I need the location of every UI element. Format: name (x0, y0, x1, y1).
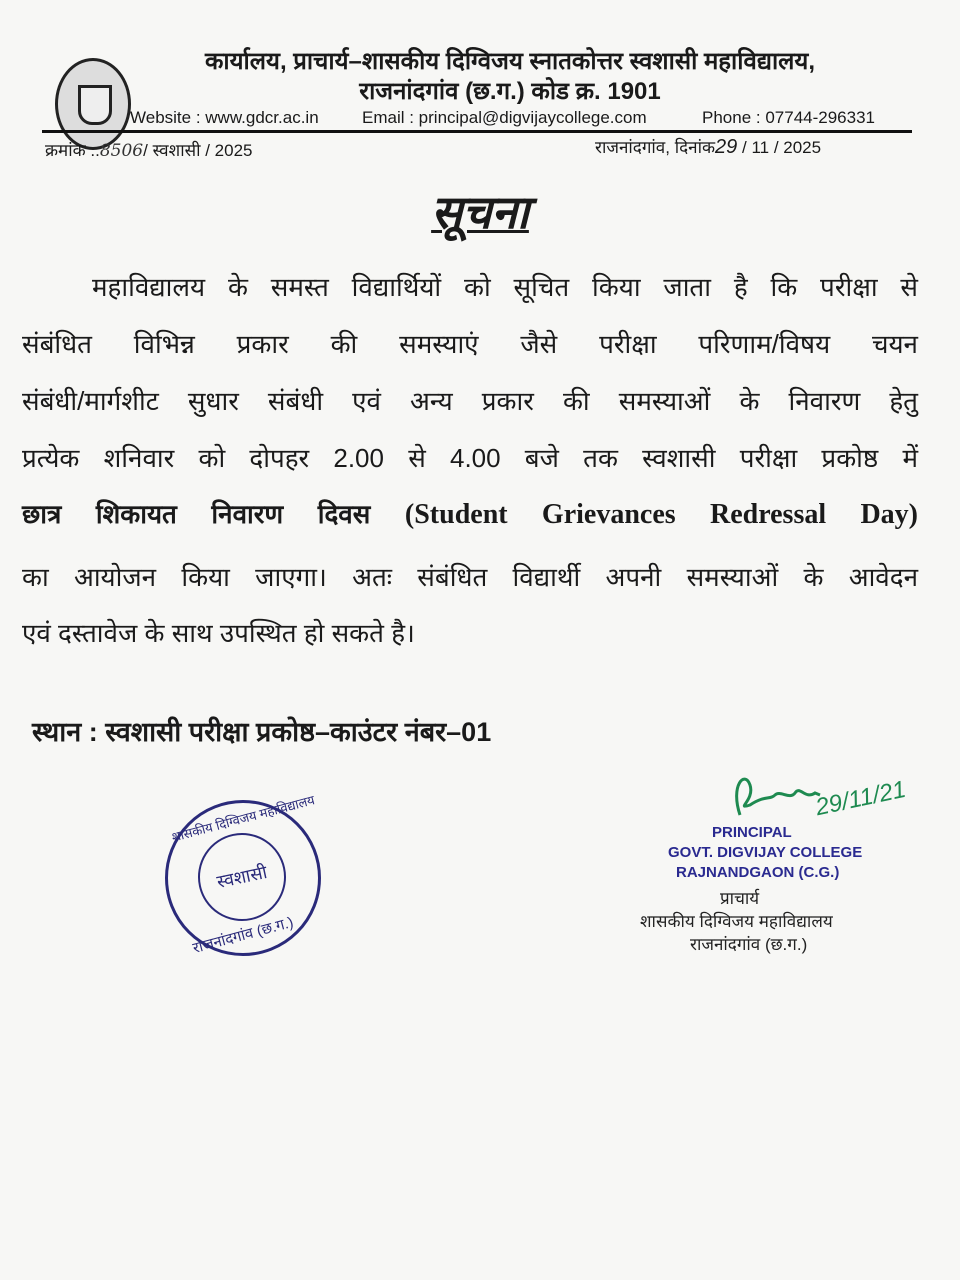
seal-bottom-text: राजनांदगांव (छ.ग.) (190, 913, 296, 958)
reference-number (45, 140, 252, 162)
notice-title (0, 180, 960, 242)
date-day: 29 (715, 136, 738, 158)
body-line: का आयोजन किया जाएगा। अतः संबंधित विद्यार्थी अपनी समस्याओं के आवेदन (22, 562, 918, 592)
event-name-english: (Student Grievances Redressal Day) (404, 499, 918, 530)
college-seal (165, 792, 321, 958)
body-line: महाविद्यालय के समस्त विद्यार्थियों को सूचित किया जाता है कि परीक्षा से (92, 272, 918, 302)
signature-date: 29/11/21 (813, 775, 909, 822)
body-line: एवं दस्तावेज के साथ उपस्थित हो सकते है। (22, 618, 415, 648)
body-line-bold (22, 497, 918, 532)
letterhead-line2: राजनांदगांव (छ.ग.) कोड क्र. 1901 (359, 78, 661, 105)
phone: Phone : 07744-296331 (702, 108, 875, 127)
notice-title-text: सूचना (431, 186, 529, 238)
seal-top-text: शासकीय दिग्विजय महाविद्यालय (170, 792, 317, 845)
email: Email : principal@digvijaycollege.com (362, 108, 647, 127)
header-divider (42, 130, 912, 133)
printed-designation: प्राचार्य (720, 889, 760, 908)
reference-handwritten-number: 8506 (99, 141, 144, 161)
body-line: प्रत्येक शनिवार को दोपहर 2.00 से 4.00 बजे तक स्वशासी परीक्षा प्रकोष्ठ में (22, 443, 918, 473)
date (595, 136, 821, 159)
venue: स्थान : स्वशासी परीक्षा प्रकोष्ठ–काउंटर नंबर–01 (32, 717, 492, 747)
stamp-city: RAJNANDGAON (C.G.) (676, 864, 840, 881)
reference-suffix: / स्वशासी / 2025 (143, 141, 253, 160)
stamp-college: GOVT. DIGVIJAY COLLEGE (668, 844, 863, 861)
body-line: संबंधी/मार्गशीट सुधार संबंधी एवं अन्य प्रकार की समस्याओं के निवारण हेतु (22, 386, 918, 416)
date-prefix: राजनांदगांव, दिनांक (595, 138, 716, 157)
college-logo (55, 58, 131, 150)
event-name-hindi: छात्र शिकायत निवारण दिवस (22, 499, 371, 529)
reference-label: क्रमांक .. (45, 141, 100, 160)
stamp-principal: PRINCIPAL (712, 824, 792, 841)
printed-college: शासकीय दिग्विजय महाविद्यालय (640, 912, 833, 931)
shield-emblem-icon (78, 85, 112, 125)
printed-city: राजनांदगांव (छ.ग.) (690, 935, 808, 954)
website: Website : www.gdcr.ac.in (130, 108, 319, 127)
seal-center-text: स्वशासी (190, 825, 294, 929)
body-line: संबंधित विभिन्न प्रकार की समस्याएं जैसे परीक्षा परिणाम/विषय चयन (22, 329, 918, 359)
letterhead-line1: कार्यालय, प्राचार्य–शासकीय दिग्विजय स्नातकोत्तर स्वशासी महाविद्यालय, (204, 48, 816, 75)
date-rest: / 11 / 2025 (737, 138, 822, 157)
